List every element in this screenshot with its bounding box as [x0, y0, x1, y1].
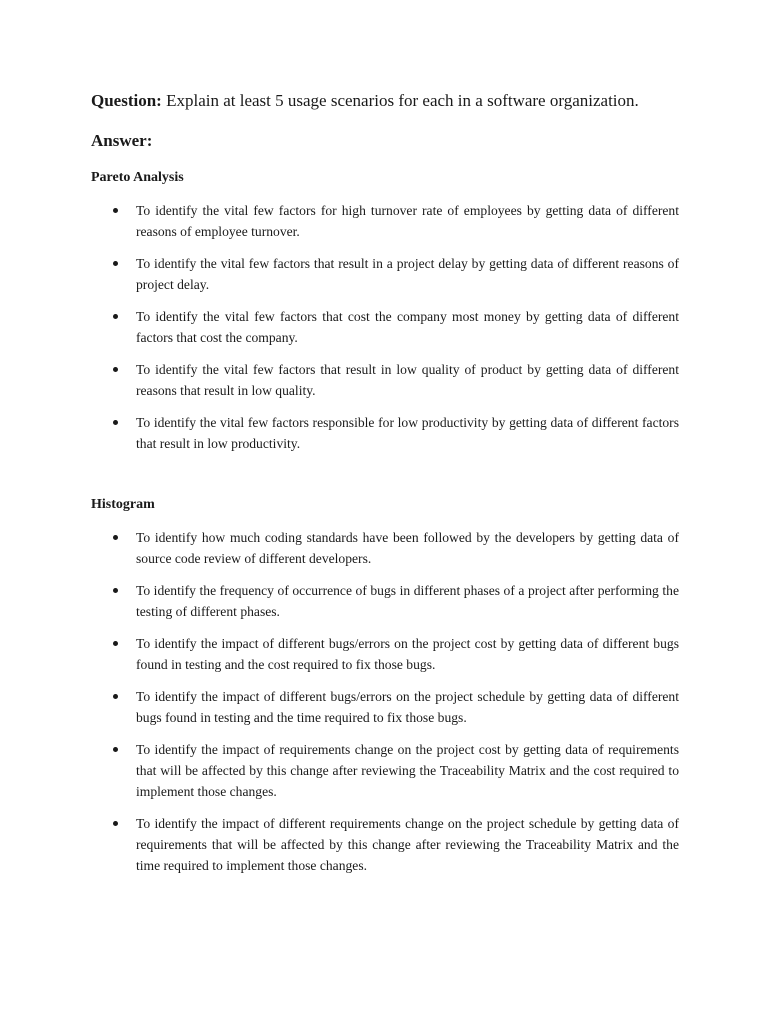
question-line	[91, 88, 679, 114]
bullet-list	[91, 200, 679, 454]
bullet-list	[91, 527, 679, 876]
list-item-text: To identify the impact of different bugs/errors on the project schedule by getting data of different bugs found in testing and the time required to fix those bugs.	[136, 689, 679, 725]
list-item	[91, 527, 679, 569]
document-page	[91, 88, 679, 887]
list-item	[91, 686, 679, 728]
list-item-text: To identify how much coding standards have been followed by the developers by getting data of source code review of different developers.	[136, 530, 679, 566]
list-item-text: To identify the impact of requirements change on the project cost by getting data of requirements that will be affected by this change after reviewing the Traceability Matrix and the cost required to implement those changes.	[136, 742, 679, 799]
list-item	[91, 359, 679, 401]
bullet-icon	[113, 420, 118, 425]
list-item	[91, 412, 679, 454]
list-item-text: To identify the vital few factors that cost the company most money by getting data of different factors that cost the company.	[136, 309, 679, 345]
list-item	[91, 200, 679, 242]
bullet-icon	[113, 821, 118, 826]
list-item	[91, 739, 679, 802]
list-item	[91, 580, 679, 622]
bullet-icon	[113, 261, 118, 266]
list-item-text: To identify the vital few factors for high turnover rate of employees by getting data of different reasons of employee turnover.	[136, 203, 679, 239]
answer-heading: Answer:	[91, 131, 153, 150]
bullet-icon	[113, 588, 118, 593]
bullet-icon	[113, 208, 118, 213]
section-heading: Histogram	[91, 497, 155, 512]
bullet-icon	[113, 535, 118, 540]
list-item	[91, 633, 679, 675]
bullet-icon	[113, 367, 118, 372]
list-item	[91, 253, 679, 295]
bullet-icon	[113, 641, 118, 646]
list-item	[91, 813, 679, 876]
list-item-text: To identify the frequency of occurrence of bugs in different phases of a project after performing the testing of different phases.	[136, 583, 679, 619]
list-item	[91, 306, 679, 348]
question-label: Question:	[91, 91, 162, 110]
question-text: Explain at least 5 usage scenarios for each in a software organization.	[161, 91, 639, 110]
list-item-text: To identify the impact of different requirements change on the project schedule by getting data of requirements that will be affected by this change after reviewing the Traceability Matrix and the time required to implement those changes.	[136, 816, 679, 873]
bullet-icon	[113, 694, 118, 699]
list-item-text: To identify the vital few factors responsible for low productivity by getting data of different factors that result in low productivity.	[136, 415, 679, 451]
section-spacer	[91, 465, 679, 495]
section-histogram	[91, 495, 679, 876]
section-pareto-analysis	[91, 168, 679, 454]
list-item-text: To identify the impact of different bugs/errors on the project cost by getting data of different bugs found in testing and the cost required to fix those bugs.	[136, 636, 679, 672]
bullet-icon	[113, 747, 118, 752]
list-item-text: To identify the vital few factors that result in low quality of product by getting data of different reasons that result in low quality.	[136, 362, 679, 398]
bullet-icon	[113, 314, 118, 319]
list-item-text: To identify the vital few factors that result in a project delay by getting data of different reasons of project delay.	[136, 256, 679, 292]
section-heading: Pareto Analysis	[91, 170, 184, 185]
